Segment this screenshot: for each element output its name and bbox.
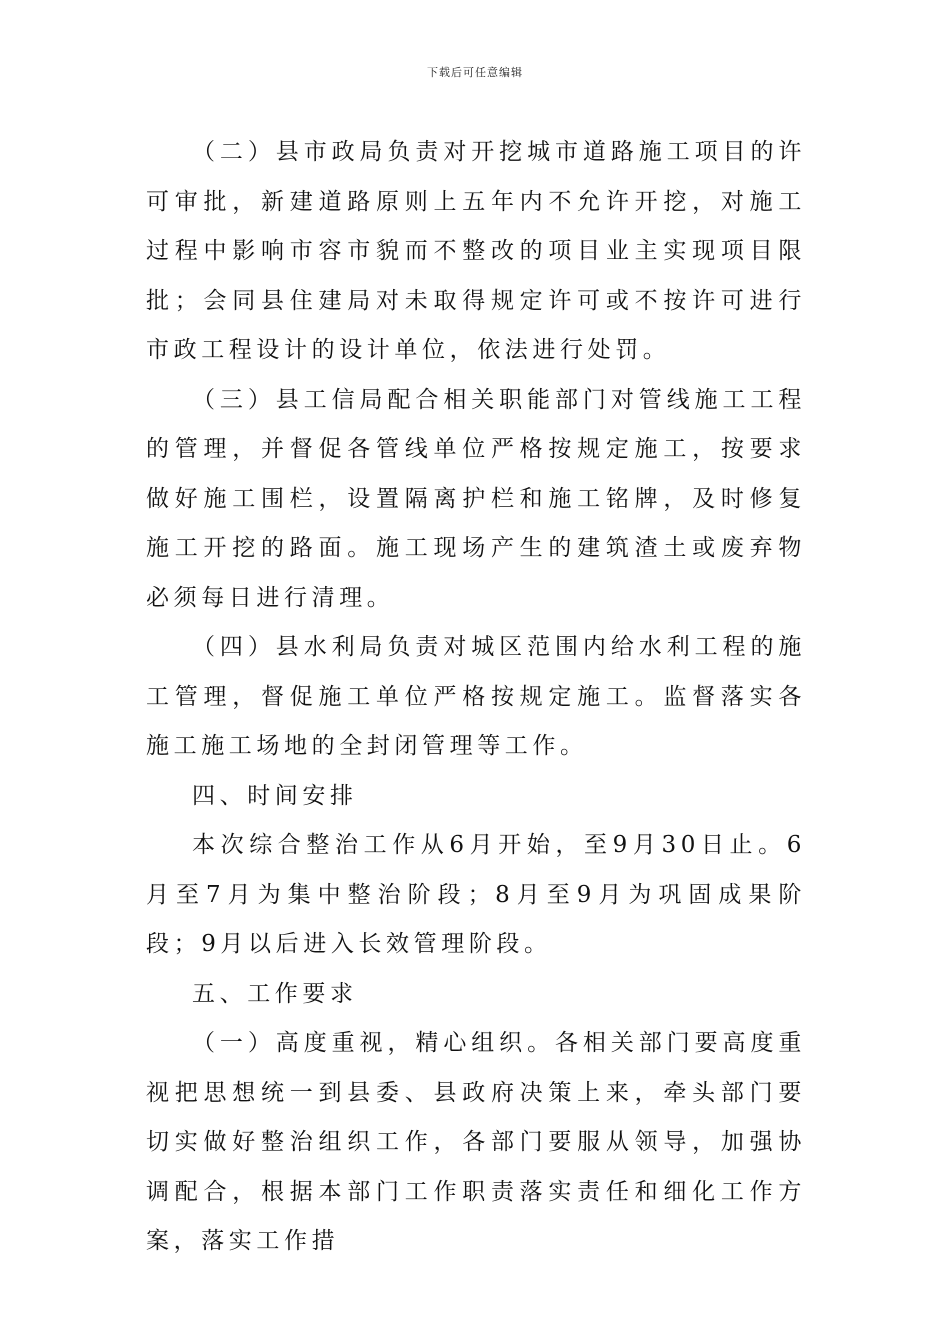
paragraph-industry-bureau: （三）县工信局配合相关职能部门对管线施工工程的管理，并督促各管线单位严格按规定施工，按要求做好施工围栏，设置隔离护栏和施工铭牌，及时修复施工开挖的路面。施工现场产生的建筑渣土或废弃物必须每日进行清理。 xyxy=(146,386,806,611)
page-header-note: 下载后可任意编辑 xyxy=(427,66,523,79)
paragraph-water-bureau: （四）县水利局负责对城区范围内给水利工程的施工管理，督促施工单位严格按规定施工。监督落实各施工施工场地的全封闭管理等工作。 xyxy=(146,634,806,759)
section-heading-schedule: 四、时间安排 xyxy=(192,782,358,809)
paragraph-requirements-1: （一）高度重视，精心组织。各相关部门要高度重视把思想统一到县委、县政府决策上来，牵头部门要切实做好整治组织工作，各部门要服从领导，加强协调配合，根据本部门工作职责落实责任和细化工作方案，落实工作措 xyxy=(146,1030,806,1254)
paragraph-schedule: 本次综合整治工作从6月开始，至9月30日止。6月至7月为集中整治阶段；8月至9月为巩固成果阶段；9月以后进入长效管理阶段。 xyxy=(146,832,806,957)
section-heading-requirements: 五、工作要求 xyxy=(192,980,358,1007)
document-body xyxy=(146,128,806,1267)
paragraph-municipal-bureau: （二）县市政局负责对开挖城市道路施工项目的许可审批，新建道路原则上五年内不允许开挖，对施工过程中影响市容市貌而不整改的项目业主实现项目限批；会同县住建局对未取得规定许可或不按许可进行市政工程设计的设计单位，依法进行处罚。 xyxy=(146,139,806,363)
